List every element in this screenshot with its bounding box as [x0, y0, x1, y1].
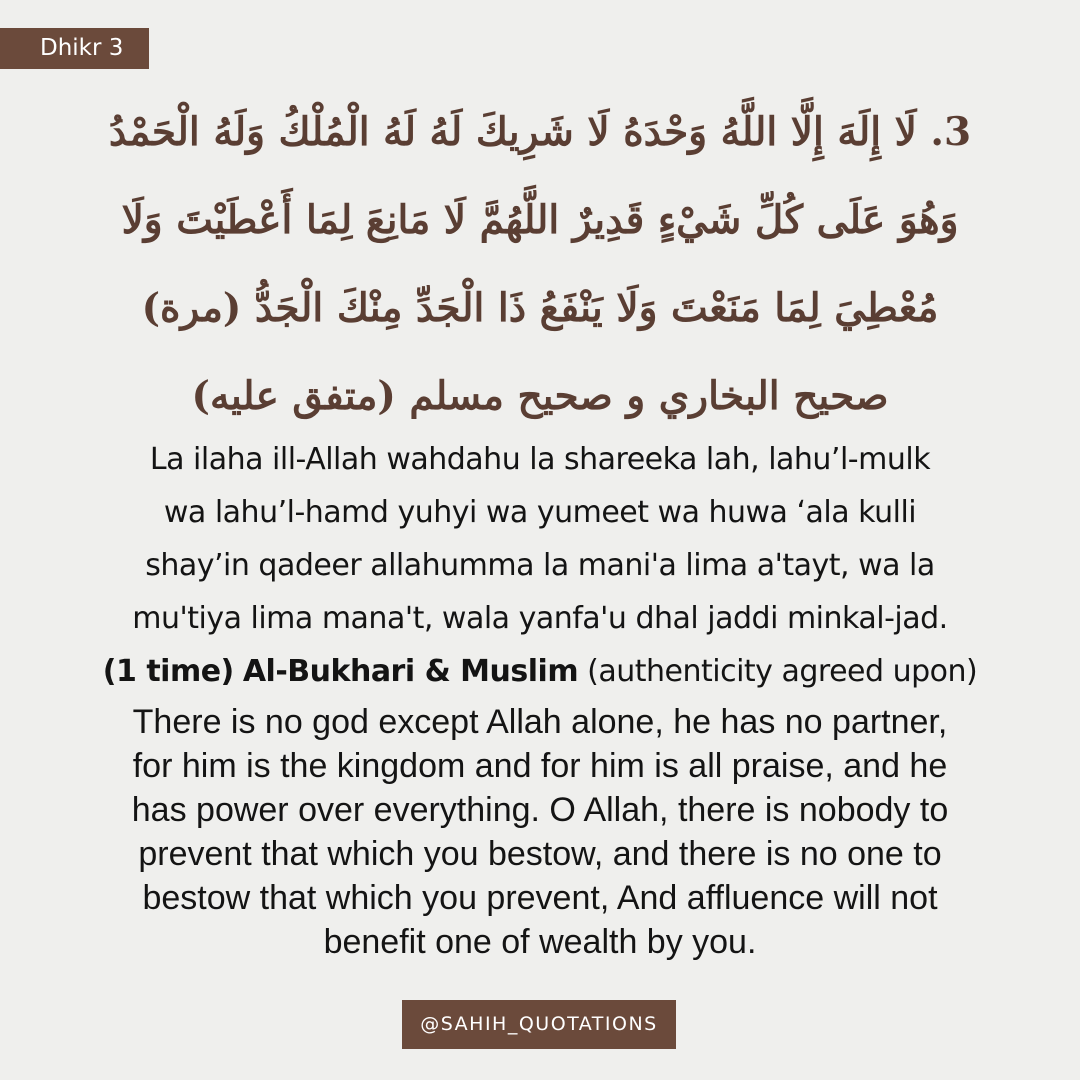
translation-line: benefit one of wealth by you. — [323, 923, 757, 961]
translation-line: There is no god except Allah alone, he has no partner, — [132, 703, 948, 741]
authenticity-label: (authenticity agreed upon) — [587, 654, 978, 689]
count-label: (1 time) — [102, 654, 234, 689]
translation-line: prevent that which you bestow, and there is no one to — [138, 835, 942, 873]
transliteration-line: wa lahu’l-hamd yuhyi wa yumeet wa huwa ‘ala kulli — [163, 495, 917, 530]
arabic-line: 3. لَا إِلَهَ إِلَّا اللَّهُ وَحْدَهُ لَا شَرِيكَ لَهُ لَهُ الْمُلْكُ وَلَهُ الْحَمْدُ — [108, 109, 972, 155]
translation-line: bestow that which you prevent, And affluence will not — [142, 879, 938, 917]
arabic-line: مُعْطِيَ لِمَا مَنَعْتَ وَلَا يَنْفَعُ ذَا الْجَدِّ مِنْكَ الْجَدُّ (مرة) — [141, 285, 939, 331]
translation-line: for him is the kingdom and for him is all praise, and he — [132, 747, 948, 785]
english-translation-block — [40, 700, 1040, 964]
arabic-line: وَهُوَ عَلَى كُلِّ شَيْءٍ قَدِيرٌ اللَّهُمَّ لَا مَانِعَ لِمَا أَعْطَيْتَ وَلَا — [121, 197, 959, 243]
transliteration-block — [40, 433, 1040, 698]
source-line — [40, 645, 1040, 698]
arabic-source-line: صحيح البخاري و صحيح مسلم (متفق عليه) — [191, 373, 889, 419]
transliteration-line: La ilaha ill-Allah wahdahu la shareeka lah, lahu’l-mulk — [149, 442, 931, 477]
transliteration-line: shay’in qadeer allahumma la mani'a lima a'tayt, wa la — [145, 548, 935, 583]
source-label: Al-Bukhari & Muslim — [242, 654, 579, 689]
translation-line: has power over everything. O Allah, there is nobody to — [131, 791, 949, 829]
arabic-text-block — [60, 88, 1020, 440]
dhikr-number-label: Dhikr 3 — [0, 28, 149, 69]
account-handle-badge: @SAHIH_QUOTATIONS — [402, 1000, 676, 1049]
transliteration-line: mu'tiya lima mana't, wala yanfa'u dhal jaddi minkal-jad. — [132, 601, 948, 636]
